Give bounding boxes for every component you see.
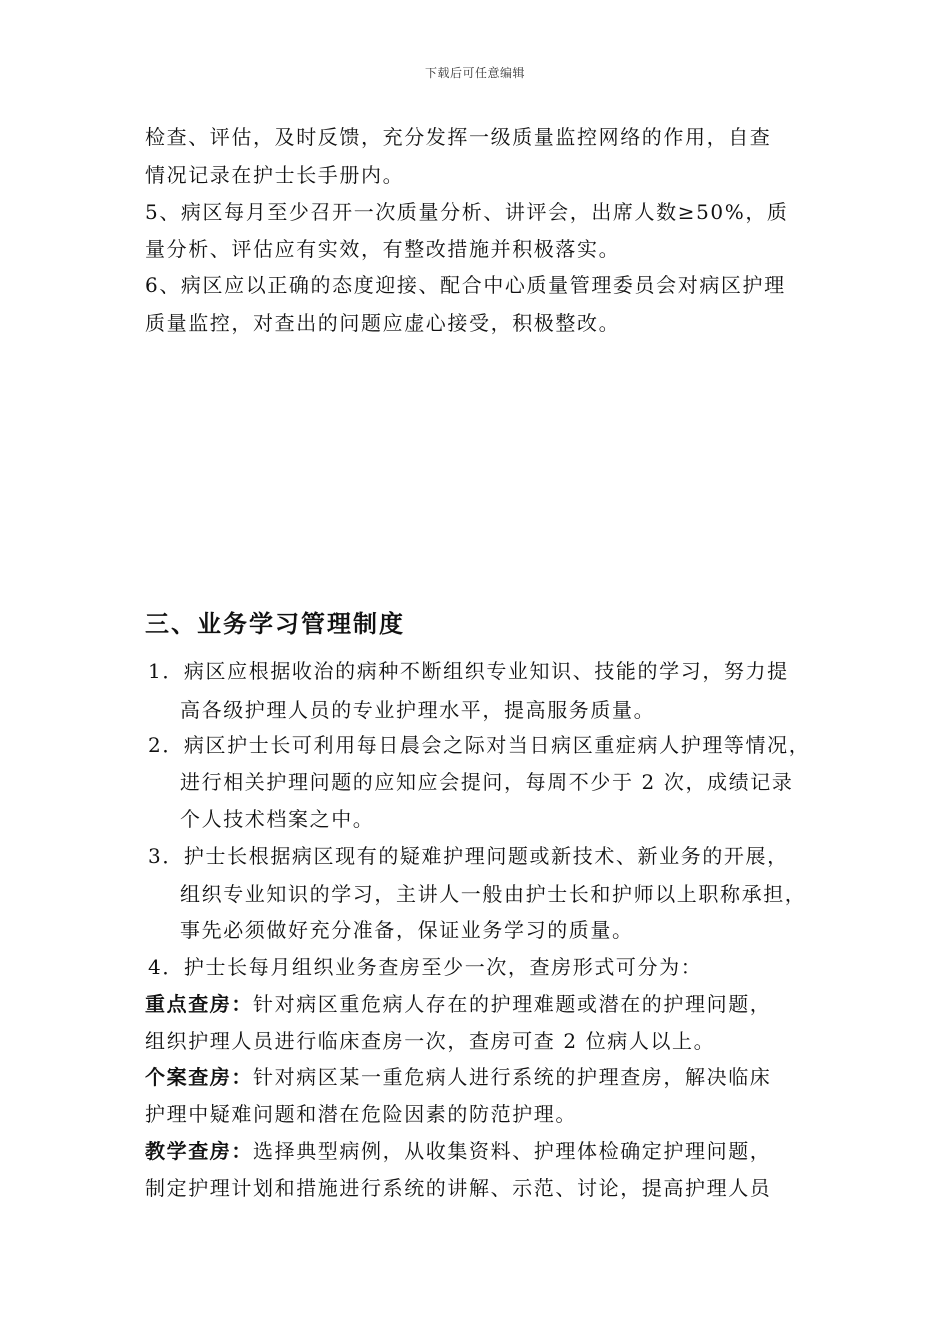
round-case-line-1 <box>145 1064 771 1090</box>
section-title: 三、业务学习管理制度 <box>145 609 405 638</box>
round-case-text: 针对病区某一重危病人进行系统的护理查房，解决临床 <box>253 1065 772 1089</box>
paragraph-line: 质量监控，对查出的问题应虚心接受，积极整改。 <box>145 311 621 335</box>
list-item-1-line-1: 1．病区应根据收治的病种不断组织专业知识、技能的学习，努力提 <box>148 659 789 683</box>
paragraph-line: 情况记录在护士长手册内。 <box>145 163 405 187</box>
list-item-4-line-1: 4．护士长每月组织业务查房至少一次，查房形式可分为： <box>148 955 703 979</box>
paragraph-line: 检查、评估，及时反馈，充分发挥一级质量监控网络的作用，自查 <box>145 125 772 149</box>
round-teaching-line-1 <box>145 1138 771 1164</box>
round-case-line-2: 护理中疑难问题和潜在危险因素的防范护理。 <box>145 1102 577 1126</box>
round-teaching-text: 选择典型病例，从收集资料、护理体检确定护理问题， <box>253 1139 772 1163</box>
round-teaching-line-2: 制定护理计划和措施进行系统的讲解、示范、讨论，提高护理人员 <box>145 1176 772 1200</box>
header-note: 下载后可任意编辑 <box>424 66 525 80</box>
list-item-3-line-3: 事先必须做好充分准备，保证业务学习的质量。 <box>180 918 634 942</box>
round-key-line-1 <box>145 991 771 1017</box>
list-item-3-line-1: 3．护士长根据病区现有的疑难护理问题或新技术、新业务的开展， <box>148 844 789 868</box>
list-item-2-line-3: 个人技术档案之中。 <box>180 807 375 831</box>
paragraph-line: 5、病区每月至少召开一次质量分析、讲评会，出席人数≥50%，质 <box>145 200 789 224</box>
round-teaching-label: 教学查房： <box>145 1139 253 1163</box>
list-item-2-line-2: 进行相关护理问题的应知应会提问，每周不少于 2 次，成绩记录 <box>180 770 794 794</box>
round-case-label: 个案查房： <box>145 1065 253 1089</box>
round-key-line-2: 组织护理人员进行临床查房一次，查房可查 2 位病人以上。 <box>145 1029 716 1053</box>
round-key-label: 重点查房： <box>145 992 253 1016</box>
list-item-1-line-2: 高各级护理人员的专业护理水平，提高服务质量。 <box>180 698 656 722</box>
paragraph-line: 量分析、评估应有实效，有整改措施并积极落实。 <box>145 237 621 261</box>
paragraph-line: 6、病区应以正确的态度迎接、配合中心质量管理委员会对病区护理 <box>145 273 786 297</box>
list-item-3-line-2: 组织专业知识的学习，主讲人一般由护士长和护师以上职称承担， <box>180 882 807 906</box>
round-key-text: 针对病区重危病人存在的护理难题或潜在的护理问题， <box>253 992 772 1016</box>
list-item-2-line-1: 2．病区护士长可利用每日晨会之际对当日病区重症病人护理等情况， <box>148 733 811 757</box>
